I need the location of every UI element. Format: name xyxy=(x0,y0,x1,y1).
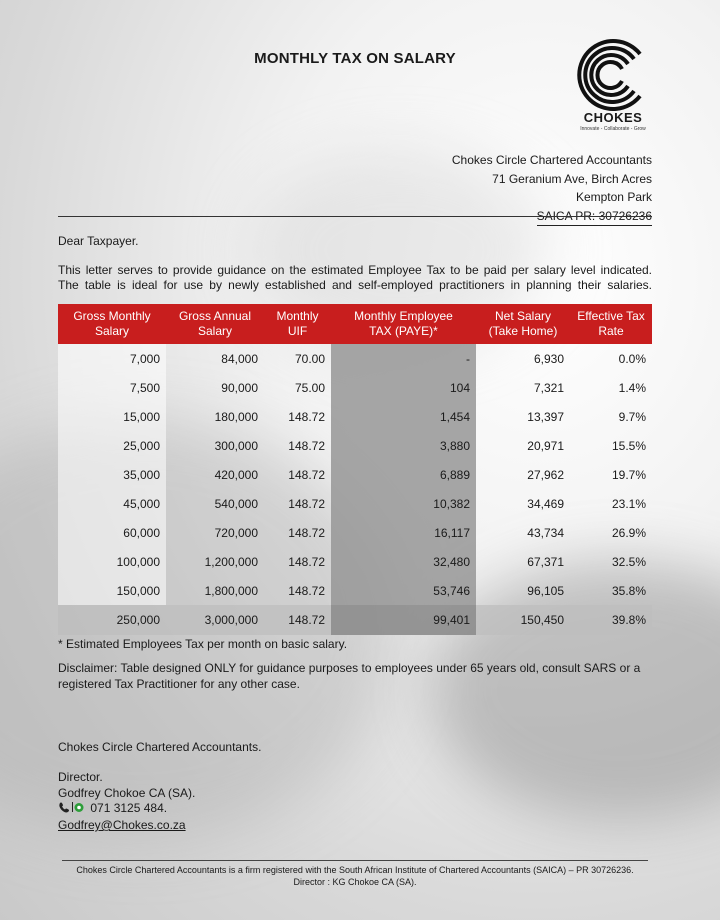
table-cell: 26.9% xyxy=(611,525,646,540)
table-cell: 43,734 xyxy=(527,525,564,540)
table-cell: 7,321 xyxy=(533,380,564,395)
table-cell: 19.7% xyxy=(611,467,646,482)
table-cell: 7,000 xyxy=(58,344,166,373)
contact-email[interactable]: Godfrey@Chokes.co.za xyxy=(58,818,186,832)
table-row xyxy=(58,373,652,402)
table-row xyxy=(58,402,652,431)
table-cell: 70.00 xyxy=(294,351,325,366)
table-row xyxy=(58,460,652,489)
table-cell: 540,000 xyxy=(214,496,258,511)
table-cell: 6,930 xyxy=(533,351,564,366)
table-cell: 148.72 xyxy=(288,496,325,511)
table-cell: 148.72 xyxy=(264,605,331,635)
table-cell: 60,000 xyxy=(58,518,166,547)
table-header-row xyxy=(58,304,652,344)
table-cell: 15,000 xyxy=(58,402,166,431)
column-header-line: TAX (PAYE)* xyxy=(369,324,438,338)
company-logo xyxy=(568,36,658,132)
table-cell: 16,117 xyxy=(331,518,476,547)
header-divider xyxy=(58,216,652,217)
footer-divider xyxy=(62,860,648,861)
column-header-line: Salary xyxy=(197,324,232,338)
page-title: MONTHLY TAX ON SALARY xyxy=(254,50,456,67)
table-cell: 148.72 xyxy=(288,409,325,424)
table-cell: 90,000 xyxy=(221,380,258,395)
tax-table xyxy=(58,304,652,635)
column-header xyxy=(58,304,166,344)
table-cell: 6,889 xyxy=(331,460,476,489)
column-header xyxy=(331,304,476,344)
column-header-line: Effective Tax xyxy=(577,309,645,323)
table-row xyxy=(58,489,652,518)
table-cell: 84,000 xyxy=(221,351,258,366)
table-cell: 3,000,000 xyxy=(166,605,264,635)
table-cell: 0.0% xyxy=(618,351,646,366)
contact-icons xyxy=(58,801,84,817)
table-cell: 148.72 xyxy=(288,525,325,540)
table-cell: 148.72 xyxy=(288,554,325,569)
table-row xyxy=(58,518,652,547)
table-cell: 25,000 xyxy=(58,431,166,460)
column-header-line: (Take Home) xyxy=(488,324,558,338)
table-cell: 27,962 xyxy=(527,467,564,482)
table-cell: 45,000 xyxy=(58,489,166,518)
table-row xyxy=(58,547,652,576)
phone-icon xyxy=(59,802,69,812)
table-cell: 67,371 xyxy=(527,554,564,569)
table-cell: 420,000 xyxy=(214,467,258,482)
saica-pr-number: SAICA PR: 30726236 xyxy=(537,207,652,227)
table-cell: 9.7% xyxy=(618,409,646,424)
greeting: Dear Taxpayer. xyxy=(58,234,139,248)
table-cell: 13,397 xyxy=(527,409,564,424)
table-row xyxy=(58,344,652,373)
signatory-name: Godfrey Chokoe CA (SA). xyxy=(58,786,196,800)
table-cell: 180,000 xyxy=(214,409,258,424)
column-header xyxy=(166,304,264,344)
table-cell: 99,401 xyxy=(331,605,476,635)
column-header-line: Salary xyxy=(94,324,129,338)
column-header-line: Gross Monthly xyxy=(73,309,151,323)
table-cell: 3,880 xyxy=(331,431,476,460)
table-cell: 150,450 xyxy=(476,605,570,635)
table-cell: 148.72 xyxy=(288,438,325,453)
column-header xyxy=(264,304,331,344)
logo-name: CHOKES xyxy=(583,110,643,125)
phone-number: 071 3125 484. xyxy=(90,801,168,815)
table-cell: 148.72 xyxy=(288,467,325,482)
footer-line: Director : KG Chokoe CA (SA). xyxy=(293,877,417,887)
table-cell: 32,480 xyxy=(331,547,476,576)
table-cell: 1,800,000 xyxy=(204,583,258,598)
table-row xyxy=(58,431,652,460)
whatsapp-icon xyxy=(75,803,84,812)
column-header-line: Net Salary xyxy=(494,309,552,323)
table-cell: 34,469 xyxy=(527,496,564,511)
table-cell: 100,000 xyxy=(58,547,166,576)
address-line: Chokes Circle Chartered Accountants xyxy=(451,153,652,167)
chokes-logo-icon xyxy=(574,36,652,114)
footnote: * Estimated Employees Tax per month on basic salary. xyxy=(58,637,348,651)
table-cell: 96,105 xyxy=(527,583,564,598)
table-row xyxy=(58,605,652,635)
footer-line: Chokes Circle Chartered Accountants is a firm registered with the South African Institute of Chartered Accountants (SAICA) – PR 30726236. xyxy=(76,865,634,875)
signatory-role: Director. xyxy=(58,770,103,784)
logo-tagline: Innovate - Collaborate - Grow xyxy=(580,126,646,132)
column-header-line: Gross Annual xyxy=(178,309,252,323)
table-row xyxy=(58,576,652,605)
closing-firm: Chokes Circle Chartered Accountants. xyxy=(58,740,262,754)
table-cell: 250,000 xyxy=(58,605,166,635)
table-cell: 35,000 xyxy=(58,460,166,489)
table-cell: 35.8% xyxy=(611,583,646,598)
column-header xyxy=(570,304,652,344)
table-cell: 39.8% xyxy=(570,605,652,635)
intro-line: The table is ideal for use by newly established and self-employed practitioners in planning their salaries. xyxy=(58,278,652,292)
contact-phone xyxy=(58,800,167,817)
table-cell: 20,971 xyxy=(527,438,564,453)
table-cell: 150,000 xyxy=(58,576,166,605)
table-cell: 10,382 xyxy=(331,489,476,518)
footer xyxy=(40,864,670,888)
address-line: 71 Geranium Ave, Birch Acres xyxy=(492,171,652,186)
table-cell: 15.5% xyxy=(611,438,646,453)
table-cell: 720,000 xyxy=(214,525,258,540)
column-header-line: Rate xyxy=(598,324,624,338)
column-header-line: Monthly xyxy=(276,309,319,323)
column-header-line: Monthly Employee xyxy=(354,309,453,323)
table-cell: 23.1% xyxy=(611,496,646,511)
table-cell: 32.5% xyxy=(611,554,646,569)
table-cell: 1,454 xyxy=(331,402,476,431)
address-line: Kempton Park xyxy=(575,190,652,204)
disclaimer-line: Disclaimer: Table designed ONLY for guidance purposes to employees under 65 years old, consult SARS or a xyxy=(58,661,641,675)
table-cell: 53,746 xyxy=(331,576,476,605)
column-header-line: UIF xyxy=(287,324,308,338)
table-cell: 1.4% xyxy=(618,380,646,395)
intro-line: This letter serves to provide guidance on the estimated Employee Tax to be paid per salary level indicated. xyxy=(58,263,652,277)
table-cell: 7,500 xyxy=(58,373,166,402)
disclaimer-line: registered Tax Practitioner for any other case. xyxy=(58,677,300,691)
column-header xyxy=(476,304,570,344)
table-cell: 148.72 xyxy=(288,583,325,598)
table-cell: 300,000 xyxy=(214,438,258,453)
table-cell: - xyxy=(331,344,476,373)
table-cell: 1,200,000 xyxy=(204,554,258,569)
table-cell: 104 xyxy=(331,373,476,402)
table-cell: 75.00 xyxy=(294,380,325,395)
firm-address xyxy=(452,151,652,226)
